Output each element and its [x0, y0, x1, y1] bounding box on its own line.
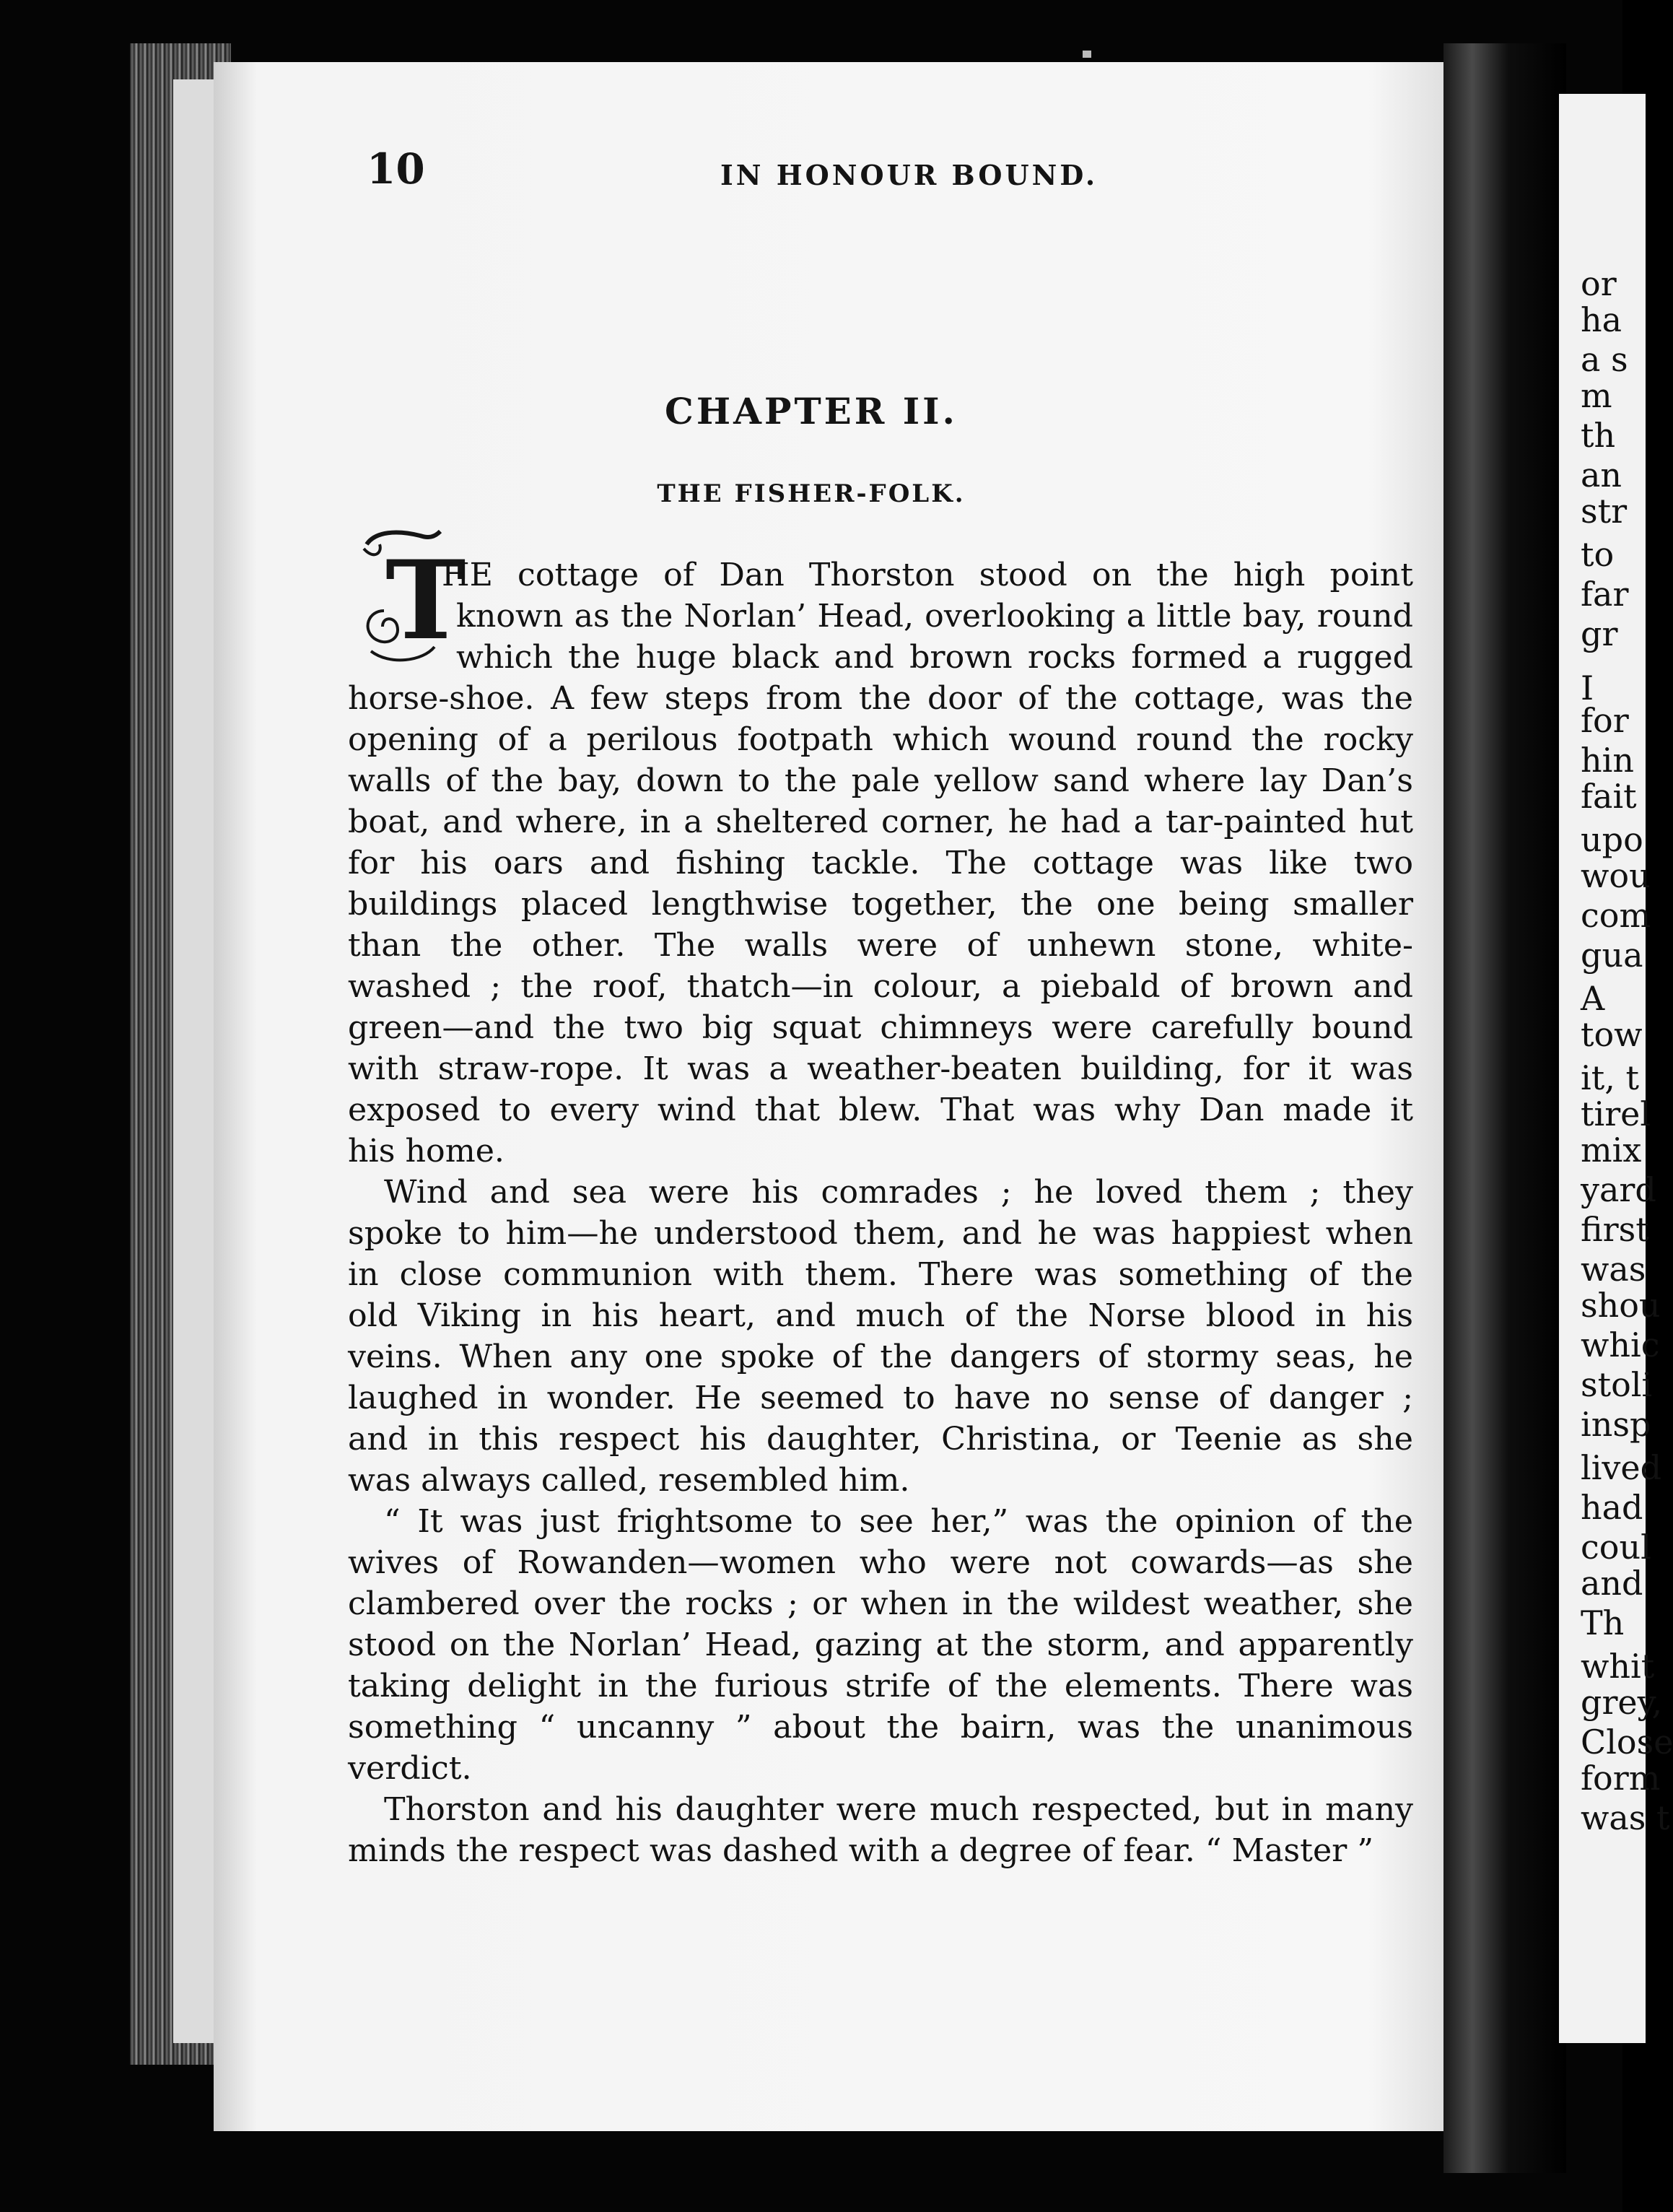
text-line: and in this respect his daughter, Christina, or Teenie as she: [348, 1421, 1413, 1458]
facing-page-fragment: stoli: [1581, 1365, 1653, 1404]
initial-letter: T: [385, 537, 466, 664]
text-line: verdict.: [348, 1750, 472, 1787]
text-line: clambered over the rocks ; or when in the wildest weather, she: [348, 1585, 1413, 1622]
text-line: minds the respect was dashed with a degree of fear. “ Master ”: [348, 1832, 1374, 1869]
text-line: known as the Norlan’ Head, overlooking a little bay, round: [456, 598, 1413, 635]
facing-page-fragment: it, t: [1581, 1058, 1639, 1097]
text-line: walls of the bay, down to the pale yellow sand where lay Dan’s: [348, 762, 1413, 799]
page-number: 10: [367, 144, 425, 193]
facing-page-fragment: coul: [1581, 1528, 1651, 1567]
facing-page-fragment: I: [1581, 669, 1594, 707]
facing-page-fragment: for: [1581, 701, 1629, 740]
facing-page-fragment: fait: [1581, 777, 1637, 816]
facing-page-fragment: to: [1581, 535, 1615, 574]
facing-page-fragment: whic: [1581, 1325, 1660, 1364]
facing-page-fragment: mix: [1581, 1131, 1642, 1170]
text-line: HE cottage of Dan Thorston stood on the high point: [442, 557, 1413, 593]
text-line: Thorston and his daughter were much respected, but in many: [384, 1791, 1413, 1828]
facing-page-fragment: had: [1581, 1488, 1643, 1527]
text-line: his home.: [348, 1133, 505, 1170]
text-line: horse-shoe. A few steps from the door of the cottage, was the: [348, 680, 1413, 717]
facing-page-fragment: ha: [1581, 300, 1622, 339]
facing-page-fragment: was t: [1581, 1798, 1670, 1837]
text-line: than the other. The walls were of unhewn stone, white-: [348, 927, 1413, 964]
facing-page-fragment: A: [1581, 979, 1605, 1018]
facing-page-fragment: grey,: [1581, 1683, 1663, 1722]
running-head: IN HONOUR BOUND.: [720, 159, 1098, 191]
facing-page-fragment: insp: [1581, 1405, 1651, 1444]
text-line: with straw-rope. It was a weather-beaten building, for it was: [348, 1050, 1413, 1087]
facing-page-fragment: tow: [1581, 1015, 1643, 1054]
facing-page-fragment: first: [1581, 1210, 1649, 1249]
text-line: Wind and sea were his comrades ; he loved them ; they: [384, 1174, 1413, 1211]
text-line: taking delight in the furious strife of the elements. There was: [348, 1668, 1413, 1704]
facing-page-fragment: whit: [1581, 1647, 1655, 1686]
facing-page-fragment: was: [1581, 1250, 1646, 1289]
facing-page-fragment: tirel: [1581, 1094, 1651, 1133]
facing-page-fragment: Close: [1581, 1723, 1673, 1762]
chapter-heading: CHAPTER II.: [665, 390, 958, 432]
facing-page-fragment: m: [1581, 376, 1612, 415]
text-line: which the huge black and brown rocks formed a rugged: [456, 639, 1413, 676]
text-line: boat, and where, in a sheltered corner, he had a tar-painted hut: [348, 804, 1413, 840]
facing-page-fragment: com: [1581, 896, 1651, 935]
text-line: in close communion with them. There was something of the: [348, 1256, 1413, 1293]
text-line: opening of a perilous footpath which wound round the rocky: [348, 721, 1413, 758]
facing-page-fragment: Th: [1581, 1603, 1625, 1642]
text-line: exposed to every wind that blew. That was why Dan made it: [348, 1092, 1413, 1128]
text-line: washed ; the roof, thatch—in colour, a piebald of brown and: [348, 968, 1413, 1005]
facing-page-fragment: hin: [1581, 741, 1634, 780]
text-line: old Viking in his heart, and much of the Norse blood in his: [348, 1297, 1413, 1334]
chapter-title: THE FISHER-FOLK.: [657, 479, 966, 508]
facing-page-fragment: gr: [1581, 614, 1618, 653]
facing-page-fragment: form: [1581, 1759, 1661, 1798]
facing-page-fragment: th: [1581, 416, 1616, 455]
facing-page-fragment: gua: [1581, 936, 1643, 975]
facing-page-fragment: shou: [1581, 1286, 1661, 1325]
facing-page-fragment: str: [1581, 492, 1628, 531]
text-line: green—and the two big squat chimneys were carefully bound: [348, 1009, 1413, 1046]
text-line: wives of Rowanden—women who were not cowards—as she: [348, 1544, 1413, 1581]
text-line: was always called, resembled him.: [348, 1462, 910, 1499]
facing-page-fragment: lived: [1581, 1448, 1662, 1487]
text-line: veins. When any one spoke of the dangers of stormy seas, he: [348, 1338, 1413, 1375]
facing-page-fragment: or: [1581, 264, 1617, 303]
facing-page-fragment: and: [1581, 1564, 1643, 1603]
facing-page-fragment: a s: [1581, 340, 1628, 379]
body-text: [348, 554, 1413, 1871]
scan-speck: [1083, 51, 1091, 58]
facing-page-fragment: far: [1581, 575, 1629, 614]
facing-page-fragment: wou: [1581, 856, 1651, 895]
text-line: buildings placed lengthwise together, the one being smaller: [348, 886, 1413, 923]
text-line: something “ uncanny ” about the bairn, was the unanimous: [348, 1709, 1413, 1746]
text-line: stood on the Norlan’ Head, gazing at the storm, and apparently: [348, 1627, 1413, 1663]
facing-page-fragment: yard: [1581, 1170, 1656, 1209]
facing-page-fragment: upo: [1581, 820, 1643, 859]
facing-page-fragment: an: [1581, 456, 1622, 495]
text-line: spoke to him—he understood them, and he was happiest when: [348, 1215, 1413, 1252]
book-gutter: [1443, 43, 1566, 2173]
text-line: laughed in wonder. He seemed to have no sense of danger ;: [348, 1380, 1413, 1416]
text-line: “ It was just frightsome to see her,” was the opinion of the: [384, 1503, 1413, 1540]
text-line: for his oars and fishing tackle. The cottage was like two: [348, 845, 1413, 881]
